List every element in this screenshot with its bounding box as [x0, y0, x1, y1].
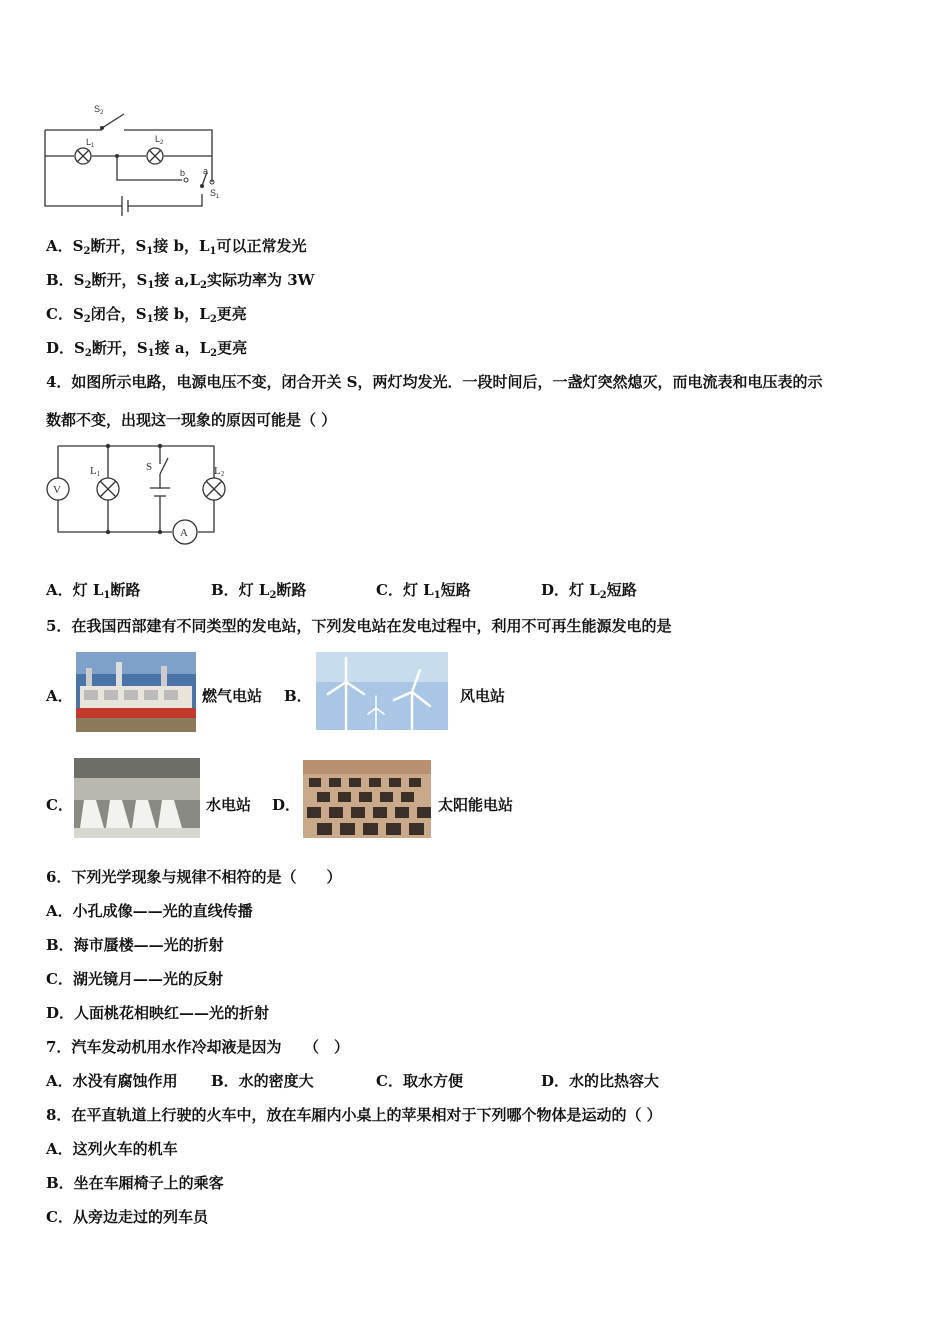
- gas-power-station-photo: [76, 652, 196, 732]
- q7-option-c: C．取水方便: [376, 1072, 463, 1090]
- voltmeter-label: V: [53, 484, 61, 496]
- q7-option-b: B．水的密度大: [211, 1072, 314, 1090]
- wind-power-station-photo: [316, 652, 448, 730]
- q6-option-c: C．湖光镜月——光的反射: [46, 970, 223, 988]
- q4-option-c: C．灯 $L_1$短路: [376, 581, 471, 601]
- solar-power-station-photo: [303, 760, 431, 838]
- q3-option-c: C．$S_2$闭合，$S_1$接 b，$L_2$更亮: [46, 305, 247, 325]
- a-label: a: [203, 166, 209, 176]
- ammeter-label: A: [180, 527, 188, 539]
- q8-stem: 8．在平直轨道上行驶的火车中，放在车厢内小桌上的苹果相对于下列哪个物体是运动的（ ）: [46, 1106, 662, 1124]
- hydro-power-station-photo: [74, 758, 200, 838]
- q7-stem: 7．汽车发动机用水作冷却液是因为 （ ）: [46, 1038, 349, 1056]
- q3-option-d: D．$S_2$断开，$S_1$接 a，$L_2$更亮: [46, 339, 248, 359]
- q5-option-c-label: C．: [46, 796, 73, 814]
- q5-option-d-label: D．: [272, 796, 301, 814]
- q5-option-a-text: 燃气电站: [202, 687, 263, 705]
- q8-option-b: B．坐在车厢椅子上的乘客: [46, 1174, 224, 1192]
- q5-option-a-label: A．: [46, 687, 73, 705]
- l1-label: $L_1$: [86, 137, 95, 149]
- q6-option-a: A．小孔成像——光的直线传播: [46, 902, 253, 920]
- q5-option-b-label: B．: [284, 687, 312, 705]
- q6-stem: 6．下列光学现象与规律不相符的是（ ）: [46, 868, 342, 886]
- q4-option-d: D．灯 $L_2$短路: [541, 581, 637, 601]
- circuit-diagram-q4: [44, 440, 244, 550]
- l2-label: L2: [214, 465, 225, 478]
- l1-label: L1: [90, 465, 101, 478]
- switch-label: S: [146, 461, 153, 473]
- q8-option-a: A．这列火车的机车: [46, 1140, 178, 1158]
- q3-option-b: B．$S_2$断开，$S_1$接 $a,L_2$实际功率为 3W: [46, 271, 315, 291]
- s1-label: $S_1$: [210, 188, 220, 200]
- circuit-diagram-q3: [40, 100, 270, 220]
- q6-option-d: D．人面桃花相映红——光的折射: [46, 1004, 270, 1022]
- q4-option-a: A．灯 $L_1$断路: [46, 581, 141, 601]
- q6-option-b: B．海市蜃楼——光的折射: [46, 936, 224, 954]
- q5-option-b-text: 风电站: [460, 687, 506, 705]
- b-label: b: [180, 168, 186, 178]
- q5-stem: 5．在我国西部建有不同类型的发电站，下列发电站在发电过程中，利用不可再生能源发电的是: [46, 617, 672, 635]
- q4-option-b: B．灯 $L_2$断路: [211, 581, 307, 601]
- q3-option-a: A．$S_2$断开，$S_1$接 b，$L_1$可以正常发光: [46, 237, 307, 257]
- q4-stem-line2: 数都不变，出现这一现象的原因可能是（ ）: [46, 411, 337, 429]
- q4-stem-line1: 4．如图所示电路，电源电压不变，闭合开关 S，两灯均发光．一段时间后，一盏灯突然熄灭，而电流表和电压表的示: [46, 373, 823, 391]
- q5-option-d-text: 太阳能电站: [438, 796, 514, 814]
- q7-option-d: D．水的比热容大: [541, 1072, 660, 1090]
- q7-option-a: A．水没有腐蚀作用: [46, 1072, 178, 1090]
- q8-option-c: C．从旁边走过的列车员: [46, 1208, 208, 1226]
- l2-label: $L_2$: [155, 134, 164, 146]
- s2-label: $S_2$: [94, 104, 104, 116]
- q5-option-c-text: 水电站: [206, 796, 252, 814]
